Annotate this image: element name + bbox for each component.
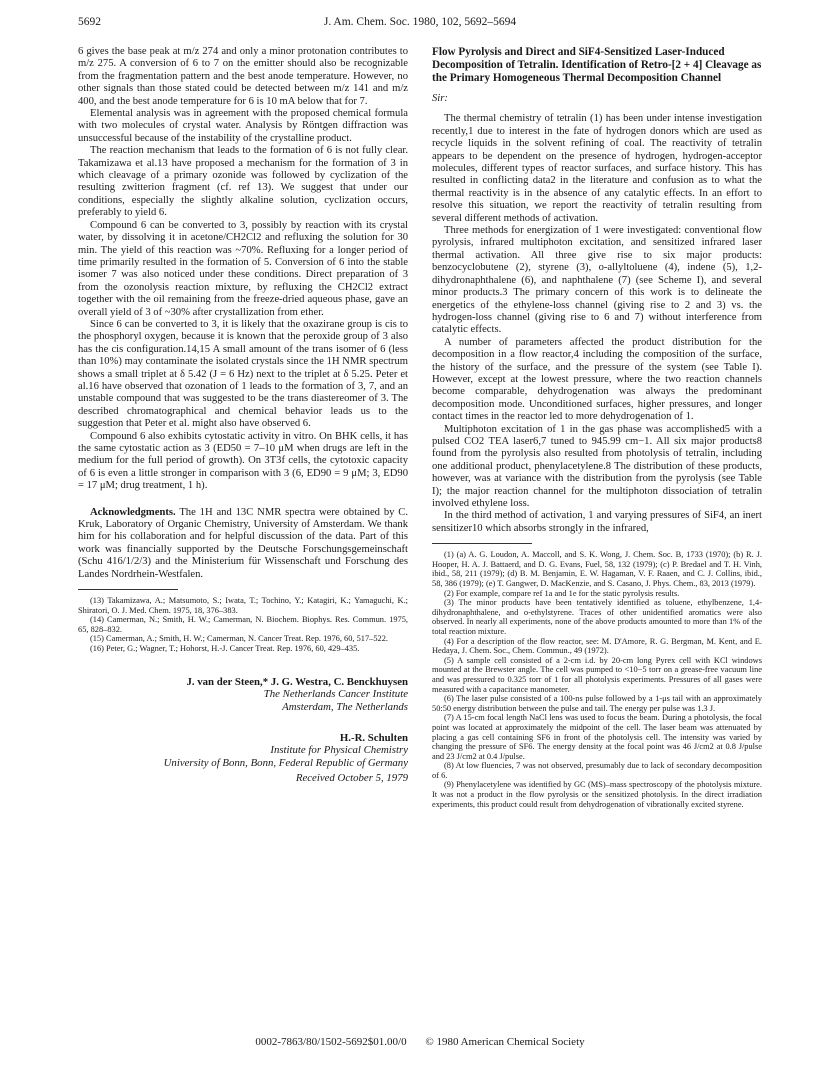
author-list: J. van der Steen,* J. G. Westra, C. Benckhuysen	[186, 675, 408, 688]
page-header	[78, 16, 762, 32]
acknowledgments-label: Acknowledgments.	[90, 506, 176, 518]
body-paragraph: Compound 6 also exhibits cytostatic activity in vitro. On BHK cells, it has the same cytostatic action as 3 (ED50 = 7–10 μM when drugs are left in the medium for the full period of growth). On 3T3f cells, the cytotoxic capacity of 6 is even a little stronger in comparison with 3 (6, ED90 = 9 μM; 3, ED90 = 17 μM; drug treatment, 1 h).	[78, 430, 408, 492]
body-paragraph: Elemental analysis was in agreement with the proposed chemical formula with two molecules of crystal water. Analysis by Röntgen diffraction was unsuccessful because of the instability of the crystalline product.	[78, 108, 408, 144]
page-number: 5692	[78, 16, 101, 28]
note-item: (2) For example, compare ref 1a and 1e for the static pyrolysis results.	[444, 588, 680, 598]
body-paragraph: Since 6 can be converted to 3, it is likely that the oxazirane group is cis to the phosphoryl oxygen, because it is known that the peroxide group of 3 also has the cis configuration.14,15 A small amount of the trans isomer of 6 (less than 10%) may contaminate the isolated crystals since the 1H NMR spectrum shows a small triplet at δ 5.42 (J = 6 Hz) next to the triplet at δ 5.25. Peter et al.16 have observed that ozonation of 1 leads to the formation of 3, 7, and an unstable compound that was suggested to be the trans diastereomer of 3. The described chromatographical and chemical behavior leads us to the suggestion that Peter et al. might also have observed 6.	[78, 318, 408, 430]
note-item: (5) A sample cell consisted of a 2-cm i.d. by 20-cm long Pyrex cell with KCl windows mounted at the Brewster angle. The cell was pumped to <10−5 torr on a grease-free vacuum line and was pressured to 0.325 torr of 1 for all photolysis experiments. Pressures of all gases were measured with a capacitance manometer.	[432, 655, 762, 694]
note-item: (9) Phenylacetylene was identified by GC (MS)–mass spectroscopy of the photolysis mixture. It was not a product in the flow pyrolysis or the sensitized photolysis. In the direct irradiation experiments, this product could result from dehydrogenation of vibrationally excited styrene.	[432, 780, 762, 809]
note-item: (1) (a) A. G. Loudon, A. Maccoll, and S. K. Wong, J. Chem. Soc. B, 1733 (1970); (b) R. J. Hooper, H. A. J. Battaerd, and D. G. Evans, Fuel, 58, 132 (1979); (c) P. Bredael and T. H. Vinh, ibid., 58, 211 (1979); (d) B. M. Benjamin, E. W. Hagaman, V. F. Raaen, and C. J. Collins, ibid., 58, 386 (1979); (e) T. Gangwer, D. MacKenzie, and S. Casano, J. Phys. Chem., 83, 2013 (1979).	[432, 550, 762, 588]
affiliation-line: Amsterdam, The Netherlands	[282, 701, 408, 714]
affiliation-line: University of Bonn, Bonn, Federal Republic of Germany	[163, 757, 408, 770]
page-footer	[78, 1036, 762, 1048]
references-divider	[78, 589, 178, 590]
references-list	[78, 596, 408, 654]
article-title: Flow Pyrolysis and Direct and SiF4-Sensitized Laser-Induced Decomposition of Tetralin. Identification of Retro-[2 + 4] Cleavage as the Primary Homogeneous Thermal Decomposition Channel	[432, 46, 762, 84]
journal-citation: J. Am. Chem. Soc. 1980, 102, 5692–5694	[323, 16, 517, 28]
acknowledgments-text: The 1H and 13C NMR spectra were obtained by C. Kruk, Laboratory of Organic Chemistry, University of Amsterdam. We thank him for his collaboration and for helpful discussion of the data. Part of this work was financially supported by the Deutsche Forschungsgemeinschaft (Schu 416/1/2/3) and the Ministerium für Wissenschaft und Forschung des Landes Nordrhein-Westfalen.	[78, 506, 408, 580]
body-paragraph: Compound 6 can be converted to 3, possibly by reaction with its crystal water, by dissolving it in acetone/CH2Cl2 and refluxing the solution for 30 min. The yield of this reaction was ~70%. Refluxing for a longer period of time primarily resulted in the formation of 5. Conversion of 6 into the stable isomer 7 was also noticed under these conditions. Direct preparation of 3 from the ozonolysis reaction mixture, by refluxing the CH2Cl2 extract together with the oil remaining from the freeze-dried aqueous phase, gave an overall yield of 3 of ~30% after crystallization from ether.	[78, 219, 408, 318]
reference-item: (14) Camerman, N.; Smith, H. W.; Camerman, N. Biochem. Biophys. Res. Commun. 1975, 65, 828–832.	[78, 615, 408, 634]
right-column	[432, 46, 762, 809]
left-column	[78, 46, 408, 785]
notes-divider	[432, 543, 532, 544]
received-date: Received October 5, 1979	[295, 772, 408, 785]
note-item: (4) For a description of the flow reactor, see: M. D'Amore, R. G. Bergman, M. Kent, and E. Hedaya, J. Chem. Soc., Chem. Commun., 49 (1972).	[432, 636, 762, 656]
reference-item: (15) Camerman, A.; Smith, H. W.; Camerman, N. Cancer Treat. Rep. 1976, 60, 517–522.	[90, 634, 388, 644]
note-item: (7) A 15-cm focal length NaCl lens was used to focus the beam. During a photolysis, the focal point was located at approximately the midpoint of the cell. The laser beam was attenuated by placing a gas cell containing SF6 in front of the photolysis cell. The intensity was varied by changing the pressure of SF6. The energy density at the focal point was 46 J/cm2 at 0.8 J/pulse and 23 J/cm2 at 0.4 J/pulse.	[432, 713, 762, 761]
body-paragraph: In the third method of activation, 1 and varying pressures of SiF4, an inert sensitizer10 which absorbs strongly in the infrared,	[432, 510, 762, 534]
body-paragraph: Three methods for energization of 1 were investigated: conventional flow pyrolysis, infrared multiphoton excitation, and sensitized infrared laser thermal activation. All three give rise to six major products: benzocyclobutene (2), styrene (3), o-allyltoluene (4), indene (5), 1,2-dihydronaphthalene (6), and naphthalene (7) (see Scheme I), and several minor products.3 The primary concern of this work is to delineate the energetics of the ethylene-loss channel (giving rise to 2 and 3) vs. the hydrogen-loss channel (giving rise to 6 and 7) without interference from catalytic effects.	[432, 225, 762, 336]
acknowledgments	[78, 507, 408, 581]
body-paragraph: The thermal chemistry of tetralin (1) has been under intense investigation recently,1 due to interest in the fate of hydrogen donors which are used as recycle liquids in the solvent refining of coal. The reactivity of tetralin appears to be dependent on the presence of hydrogen, hydrogen-acceptor molecules, different types of reactor surfaces, and surface history. This has resulted in conflicting data2 in the literature and confusion as to what the thermal reactivity is in the absence of any catalytic effects. In an effort to resolve this situation, we report the reactivity of tetralin resulting from several different methods of activation.	[432, 113, 762, 224]
article-code: 0002-7863/80/1502-5692$01.00/0	[255, 1036, 407, 1048]
body-paragraph: A number of parameters affected the product distribution for the decomposition in a flow reactor,4 including the composition of the surface, the history of the surface, and the pressure of the system (see Table I). However, except at the lowest pressure, where the two reaction channels become comparable, dehydrogenation was always the predominant decomposition mode. Unconditioned surfaces, higher pressures, and longer contact times in the reactor led to more dehydrogenation of 1.	[432, 336, 762, 423]
affiliation-line: Institute for Physical Chemistry	[270, 744, 408, 757]
copyright-notice: © 1980 American Chemical Society	[425, 1036, 585, 1048]
author-name: H.-R. Schulten	[339, 732, 408, 745]
salutation: Sir:	[432, 93, 448, 104]
reference-item: (13) Takamizawa, A.; Matsumoto, S.; Iwata, T.; Tochino, Y.; Katagiri, K.; Yamaguchi, K.; Shiratori, O. J. Med. Chem. 1975, 18, 376–383.	[78, 596, 408, 615]
affiliation-line: The Netherlands Cancer Institute	[263, 688, 408, 701]
note-item: (6) The laser pulse consisted of a 100-ns pulse followed by a 1-μs tail with an approximately 50:50 energy distribution between the pulse and tail. The energy per pulse was 1.3 J.	[432, 694, 762, 713]
reference-item: (16) Peter, G.; Wagner, T.; Hohorst, H.-J. Cancer Treat. Rep. 1976, 60, 429–435.	[90, 644, 360, 654]
note-item: (8) At low fluencies, 7 was not observed, presumably due to lack of secondary decomposition of 6.	[432, 761, 762, 780]
body-paragraph: The reaction mechanism that leads to the formation of 6 is not fully clear. Takamizawa et al.13 have proposed a mechanism for the formation of 3 in which cleavage of a primary ozonide was followed by cyclization of the resulting zwitterion fragment (cf. ref 13). We suggest that under our conditions, especially the slightly alkaline solution, cyclization occurs, preferably to yield 6.	[78, 145, 408, 219]
note-item: (3) The minor products have been tentatively identified as toluene, ethylbenzene, 1,4-dihydronaphthalene, and o-ethylstyrene. Traces of other unidentified aromatics were also observed. In nearly all experiments, none of the above products amounted to more than 1% of the total reaction mixture.	[432, 598, 762, 636]
body-paragraph: Multiphoton excitation of 1 in the gas phase was accomplished5 with a pulsed CO2 TEA laser6,7 tuned to 945.99 cm−1. All six major products8 found from the pyrolysis also resulted from photolysis of tetralin, including one additional product, phenylacetylene.8 The distribution of these products, however, was at variance with the distribution from the pyrolysis (see Table I); the major reaction channel for the multiphoton dissociation of tetralin involved ethylene loss.	[432, 423, 762, 509]
body-paragraph: 6 gives the base peak at m/z 274 and only a minor protonation contributes to m/z 275. A conversion of 6 to 7 on the emitter should also be recognizable from the fragmentation pattern and the best anode temperature. However, no other signals than those stated could be detected between m/z 141 and m/z 400, and the best anode temperature for 6 is 10 mA below that for 7.	[78, 46, 408, 107]
notes-list	[432, 550, 762, 809]
